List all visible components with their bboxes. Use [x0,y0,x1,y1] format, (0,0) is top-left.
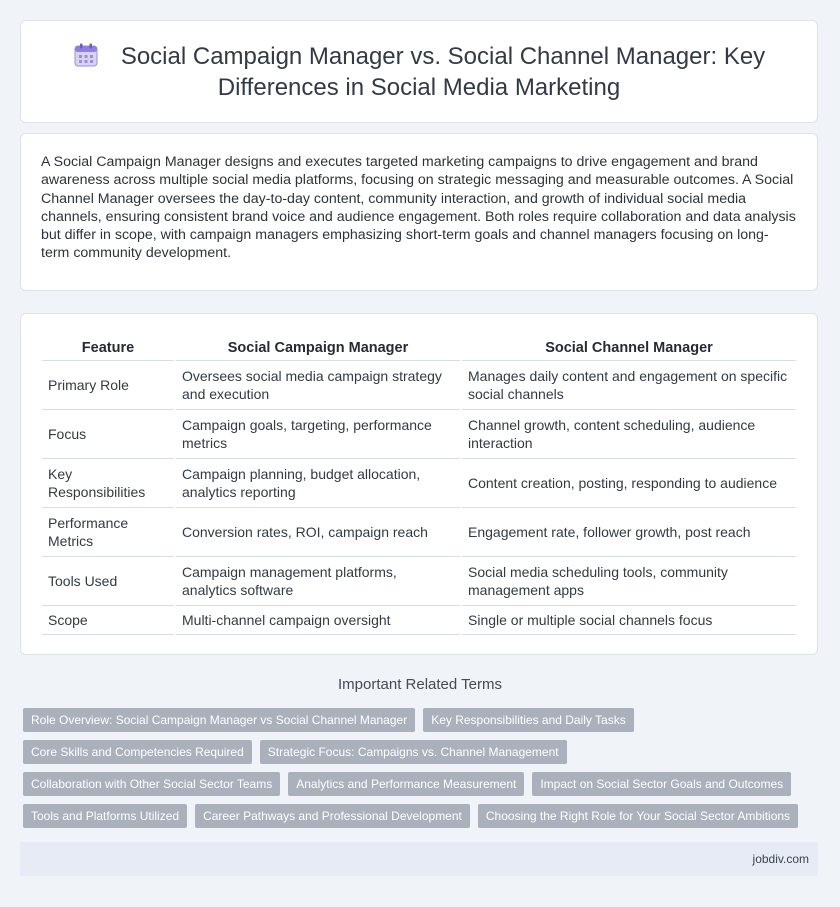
intro-card [20,133,818,291]
header-channel-manager: Social Channel Manager [462,334,796,361]
related-term-tag[interactable]: Core Skills and Competencies Required [23,740,252,764]
footer-site-link[interactable]: jobdiv.com [752,852,809,866]
related-term-tag[interactable]: Collaboration with Other Social Sector Teams [23,772,280,796]
calendar-icon [73,42,99,73]
title-card [20,20,818,123]
intro-paragraph: A Social Campaign Manager designs and executes targeted marketing campaigns to drive engagement and brand awareness across multiple social media platforms, focusing on strategic messaging and measurable outcomes. A Social Channel Manager oversees the day-to-day content, community interaction, and growth of individual social media channels, ensuring consistent brand voice and audience engagement. Both roles require collaboration and data analysis but differ in scope, with campaign managers emphasizing short-term goals and channel managers focusing on long-term community development. [41,154,796,262]
table-row [42,459,796,508]
footer-bar [20,842,818,876]
table-row [42,606,796,635]
row-campaign-value: Campaign management platforms, analytics software [176,557,460,606]
related-term-tag[interactable]: Tools and Platforms Utilized [23,804,187,828]
related-term-tag[interactable]: Analytics and Performance Measurement [288,772,524,796]
row-feature: Primary Role [42,361,174,410]
row-feature: Key Responsibilities [42,459,174,508]
row-campaign-value: Campaign goals, targeting, performance metrics [176,410,460,459]
table-row [42,361,796,410]
row-campaign-value: Conversion rates, ROI, campaign reach [176,508,460,557]
header-feature: Feature [42,334,174,361]
related-term-tag[interactable]: Strategic Focus: Campaigns vs. Channel Management [260,740,567,764]
header-campaign-manager: Social Campaign Manager [176,334,460,361]
row-channel-value: Single or multiple social channels focus [462,606,796,635]
page-title: Social Campaign Manager vs. Social Channel Manager: Key Differences in Social Media Marketing [120,42,766,101]
row-campaign-value: Campaign planning, budget allocation, analytics reporting [176,459,460,508]
related-terms-list [23,708,803,836]
table-row [42,557,796,606]
row-campaign-value: Oversees social media campaign strategy and execution [176,361,460,410]
row-feature: Tools Used [42,557,174,606]
row-channel-value: Manages daily content and engagement on specific social channels [462,361,796,410]
related-terms-heading: Important Related Terms [338,676,502,693]
table-row [42,508,796,557]
row-feature: Focus [42,410,174,459]
related-term-tag[interactable]: Choosing the Right Role for Your Social Sector Ambitions [478,804,798,828]
row-feature: Performance Metrics [42,508,174,557]
related-term-tag[interactable]: Key Responsibilities and Daily Tasks [423,708,634,732]
row-feature: Scope [42,606,174,635]
related-term-tag[interactable]: Career Pathways and Professional Development [195,804,470,828]
row-channel-value: Channel growth, content scheduling, audience interaction [462,410,796,459]
related-term-tag[interactable]: Role Overview: Social Campaign Manager vs Social Channel Manager [23,708,415,732]
comparison-table [40,334,798,635]
row-channel-value: Engagement rate, follower growth, post reach [462,508,796,557]
table-row [42,410,796,459]
row-campaign-value: Multi-channel campaign oversight [176,606,460,635]
related-term-tag[interactable]: Impact on Social Sector Goals and Outcomes [532,772,791,796]
comparison-card [20,313,818,655]
table-header-row [42,334,796,361]
row-channel-value: Social media scheduling tools, community management apps [462,557,796,606]
row-channel-value: Content creation, posting, responding to audience [462,459,796,508]
